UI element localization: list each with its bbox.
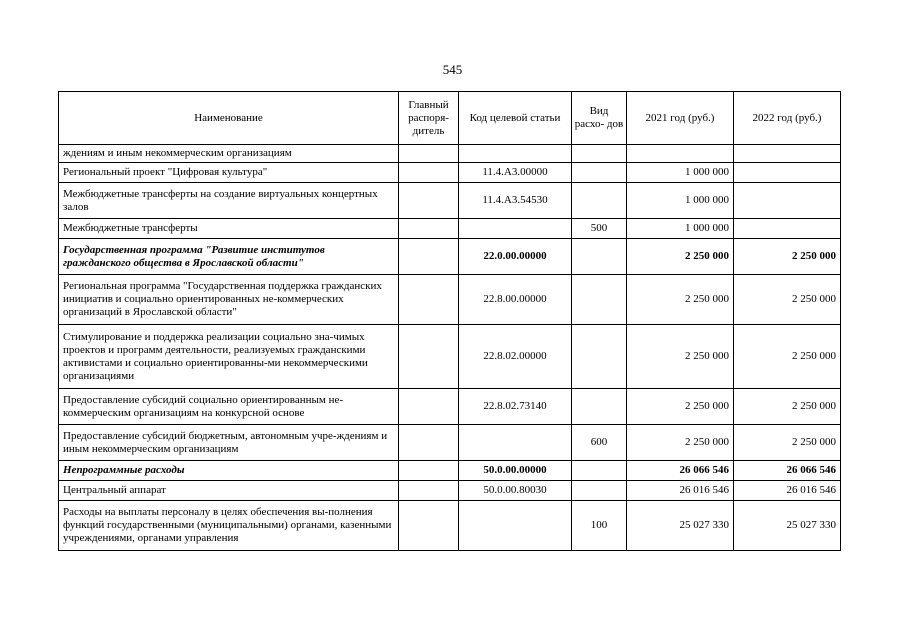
cell-code: 11.4.А3.54530 (459, 183, 572, 219)
cell-2021 (627, 145, 734, 163)
cell-2022: 2 250 000 (734, 275, 841, 325)
cell-2021: 25 027 330 (627, 501, 734, 551)
cell-admin (399, 425, 459, 461)
cell-name: Расходы на выплаты персоналу в целях обеспечения вы-полнения функций государственными (муниципальными) органами, казенными учреждениями, органами управления (59, 501, 399, 551)
cell-kind (572, 461, 627, 481)
table-row (59, 239, 841, 275)
cell-kind (572, 325, 627, 389)
cell-admin (399, 239, 459, 275)
table-row (59, 481, 841, 501)
table-row (59, 425, 841, 461)
cell-name: Предоставление субсидий бюджетным, автономным учре-ждениям и иным некоммерческим организациям (59, 425, 399, 461)
cell-code: 22.8.00.00000 (459, 275, 572, 325)
cell-2021: 2 250 000 (627, 239, 734, 275)
cell-code: 11.4.А3.00000 (459, 163, 572, 183)
cell-code: 22.8.02.00000 (459, 325, 572, 389)
header-code: Код целевой статьи (459, 92, 572, 145)
cell-2021: 1 000 000 (627, 183, 734, 219)
cell-2022: 2 250 000 (734, 325, 841, 389)
cell-code (459, 219, 572, 239)
cell-2022 (734, 145, 841, 163)
cell-name: ждениям и иным некоммерческим организациям (59, 145, 399, 163)
table-row (59, 219, 841, 239)
cell-admin (399, 461, 459, 481)
cell-name: Региональная программа "Государственная поддержка гражданских инициатив и социально ориентированных не-коммерческих организаций в Ярославской области" (59, 275, 399, 325)
cell-name: Предоставление субсидий социально ориентированным не-коммерческим организациям на конкурсной основе (59, 389, 399, 425)
cell-2021: 2 250 000 (627, 275, 734, 325)
cell-admin (399, 183, 459, 219)
table-header-row (59, 92, 841, 145)
page-number: 545 (442, 62, 463, 77)
cell-2021: 2 250 000 (627, 425, 734, 461)
cell-admin (399, 219, 459, 239)
cell-kind (572, 145, 627, 163)
table-row (59, 163, 841, 183)
cell-2021: 26 066 546 (627, 461, 734, 481)
table-row (59, 501, 841, 551)
cell-2022: 26 066 546 (734, 461, 841, 481)
cell-2022: 2 250 000 (734, 239, 841, 275)
cell-admin (399, 163, 459, 183)
cell-2021: 1 000 000 (627, 219, 734, 239)
cell-kind: 600 (572, 425, 627, 461)
cell-admin (399, 501, 459, 551)
cell-name: Межбюджетные трансферты (59, 219, 399, 239)
cell-code: 22.8.02.73140 (459, 389, 572, 425)
cell-name: Межбюджетные трансферты на создание виртуальных концертных залов (59, 183, 399, 219)
cell-kind: 100 (572, 501, 627, 551)
table-body (59, 145, 841, 551)
cell-code (459, 145, 572, 163)
cell-kind: 500 (572, 219, 627, 239)
cell-2021: 26 016 546 (627, 481, 734, 501)
header-2021: 2021 год (руб.) (627, 92, 734, 145)
cell-2022 (734, 163, 841, 183)
cell-2022 (734, 183, 841, 219)
header-2022: 2022 год (руб.) (734, 92, 841, 145)
cell-2022: 25 027 330 (734, 501, 841, 551)
cell-2022: 2 250 000 (734, 389, 841, 425)
table-row (59, 461, 841, 481)
cell-kind (572, 389, 627, 425)
cell-admin (399, 145, 459, 163)
cell-admin (399, 481, 459, 501)
cell-name: Центральный аппарат (59, 481, 399, 501)
cell-2021: 2 250 000 (627, 389, 734, 425)
cell-kind (572, 163, 627, 183)
cell-kind (572, 183, 627, 219)
table-row (59, 183, 841, 219)
cell-name: Региональный проект "Цифровая культура" (59, 163, 399, 183)
cell-kind (572, 239, 627, 275)
cell-name: Непрограммные расходы (59, 461, 399, 481)
table-row (59, 389, 841, 425)
cell-2022 (734, 219, 841, 239)
cell-2022: 2 250 000 (734, 425, 841, 461)
cell-kind (572, 275, 627, 325)
cell-code (459, 425, 572, 461)
cell-2021: 2 250 000 (627, 325, 734, 389)
cell-code: 50.0.00.00000 (459, 461, 572, 481)
cell-code: 50.0.00.80030 (459, 481, 572, 501)
table-row (59, 325, 841, 389)
cell-2022: 26 016 546 (734, 481, 841, 501)
table-row (59, 145, 841, 163)
cell-name: Государственная программа "Развитие институтов гражданского общества в Ярославской области" (59, 239, 399, 275)
cell-2021: 1 000 000 (627, 163, 734, 183)
cell-admin (399, 325, 459, 389)
budget-table (58, 91, 841, 551)
cell-admin (399, 389, 459, 425)
cell-code (459, 501, 572, 551)
header-name: Наименование (59, 92, 399, 145)
header-admin: Главный распоря- дитель (399, 92, 459, 145)
table-row (59, 275, 841, 325)
header-kind: Вид расхо- дов (572, 92, 627, 145)
cell-code: 22.0.00.00000 (459, 239, 572, 275)
cell-admin (399, 275, 459, 325)
cell-name: Стимулирование и поддержка реализации социально зна-чимых проектов и программ деятельности, реализуемых гражданскими активистами и социально ориентированны-ми некоммерческими организациями (59, 325, 399, 389)
cell-kind (572, 481, 627, 501)
